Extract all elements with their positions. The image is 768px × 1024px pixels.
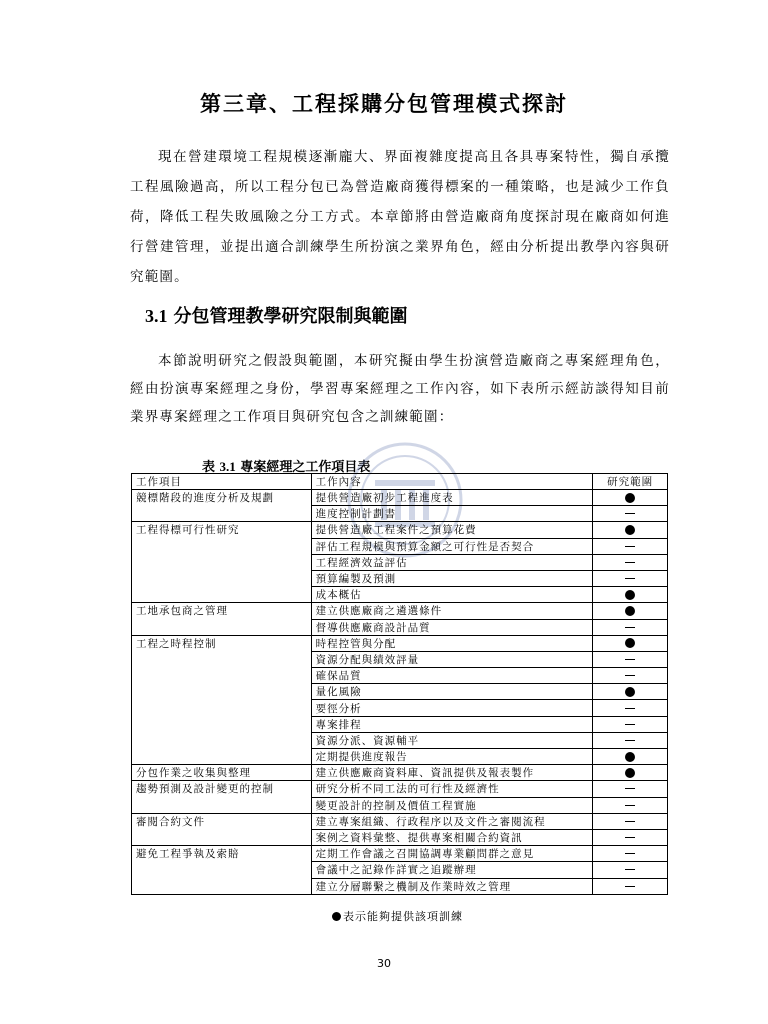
section-number: 3.1 bbox=[145, 306, 168, 326]
work-content-cell: 建立供應廠商資料庫、資訊提供及報表製作 bbox=[311, 765, 593, 781]
research-scope-cell bbox=[593, 554, 668, 570]
table-caption-number: 3.1 bbox=[219, 459, 236, 474]
chapter-title: 第三章、工程採購分包管理模式探討 bbox=[200, 91, 568, 116]
work-content-cell: 評估工程規模與預算金額之可行性是否契合 bbox=[311, 538, 593, 554]
dash-icon bbox=[625, 853, 635, 854]
dash-icon bbox=[625, 837, 635, 838]
work-content-cell: 專案排程 bbox=[311, 716, 593, 732]
filled-circle-icon bbox=[625, 590, 635, 600]
work-content-cell: 進度控制計劃書 bbox=[311, 506, 593, 522]
research-scope-cell bbox=[593, 716, 668, 732]
research-scope-cell bbox=[593, 878, 668, 894]
table-caption-prefix: 表 bbox=[202, 460, 216, 475]
dash-icon bbox=[625, 821, 635, 822]
work-content-cell: 定期提供進度報告 bbox=[311, 749, 593, 765]
research-scope-cell bbox=[593, 587, 668, 603]
dash-icon bbox=[625, 578, 635, 579]
filled-circle-icon bbox=[332, 912, 341, 921]
research-scope-cell bbox=[593, 765, 668, 781]
work-content-cell: 成本概估 bbox=[311, 587, 593, 603]
header-work-item: 工作項目 bbox=[132, 474, 312, 490]
work-content-cell: 案例之資料彙整、提供專案相關合約資訊 bbox=[311, 829, 593, 845]
filled-circle-icon bbox=[625, 638, 635, 648]
research-scope-cell bbox=[593, 635, 668, 651]
dash-icon bbox=[625, 869, 635, 870]
work-items-table bbox=[131, 473, 668, 895]
work-item-cell: 避免工程爭執及索賠 bbox=[132, 846, 312, 895]
section-paragraph: 本節說明研究之假設與範圍，本研究擬由學生扮演營造廠商之專案經理角色，經由扮演專案經理之身份，學習專案經理之工作內容，如下表所示經訪談得知目前業界專案經理之工作項目與研究包含之訓練範圍： bbox=[130, 353, 670, 425]
research-scope-cell bbox=[593, 749, 668, 765]
research-scope-cell bbox=[593, 490, 668, 506]
research-scope-cell bbox=[593, 668, 668, 684]
section-heading bbox=[145, 302, 408, 328]
research-scope-cell bbox=[593, 522, 668, 538]
table-row bbox=[132, 846, 668, 862]
dash-icon bbox=[625, 546, 635, 547]
dash-icon bbox=[625, 513, 635, 514]
work-content-cell: 工程經濟效益評估 bbox=[311, 554, 593, 570]
table-row bbox=[132, 765, 668, 781]
filled-circle-icon bbox=[625, 525, 635, 535]
table-row bbox=[132, 522, 668, 538]
research-scope-cell bbox=[593, 813, 668, 829]
research-scope-cell bbox=[593, 862, 668, 878]
work-content-cell: 時程控管與分配 bbox=[311, 635, 593, 651]
research-scope-cell bbox=[593, 846, 668, 862]
work-content-cell: 建立分層聯繫之機制及作業時效之管理 bbox=[311, 878, 593, 894]
table-row bbox=[132, 603, 668, 619]
table-row bbox=[132, 813, 668, 829]
research-scope-cell bbox=[593, 732, 668, 748]
table-row bbox=[132, 781, 668, 797]
work-item-cell: 工程之時程控制 bbox=[132, 635, 312, 765]
research-scope-cell bbox=[593, 797, 668, 813]
header-work-content: 工作內容 bbox=[311, 474, 593, 490]
dash-icon bbox=[625, 675, 635, 676]
research-scope-cell bbox=[593, 684, 668, 700]
page-number: 30 bbox=[377, 957, 391, 970]
work-content-cell: 預算編製及預測 bbox=[311, 570, 593, 586]
work-content-cell: 會議中之記錄作詳實之追蹤辦理 bbox=[311, 862, 593, 878]
work-content-cell: 提供營造廠初步工程進度表 bbox=[311, 490, 593, 506]
legend-text: 表示能夠提供該項訓練 bbox=[343, 910, 463, 923]
table-row bbox=[132, 490, 668, 506]
dash-icon bbox=[625, 788, 635, 789]
research-scope-cell bbox=[593, 619, 668, 635]
work-content-cell: 督導供應廠商設計品質 bbox=[311, 619, 593, 635]
filled-circle-icon bbox=[625, 752, 635, 762]
work-item-cell: 工地承包商之管理 bbox=[132, 603, 312, 635]
intro-paragraph: 現在營建環境工程規模逐漸龐大、界面複雜度提高且各具專案特性，獨自承攬工程風險過高，所以工程分包已為營造廠商獲得標案的一種策略，也是減少工作負荷，降低工程失敗風險之分工方式。本章節將由營造廠商角度探討現在廠商如何進行營建管理，並提出適合訓練學生所扮演之業界角色，經由分析提出教學內容與研究範圍。 bbox=[130, 149, 670, 285]
dash-icon bbox=[625, 805, 635, 806]
filled-circle-icon bbox=[625, 768, 635, 778]
dash-icon bbox=[625, 886, 635, 887]
table-body bbox=[132, 490, 668, 895]
work-content-cell: 建立專案組織、行政程序以及文件之審閱流程 bbox=[311, 813, 593, 829]
research-scope-cell bbox=[593, 781, 668, 797]
work-item-cell: 審閱合約文件 bbox=[132, 813, 312, 845]
work-content-cell: 建立供應廠商之遴選條件 bbox=[311, 603, 593, 619]
dash-icon bbox=[625, 724, 635, 725]
research-scope-cell bbox=[593, 570, 668, 586]
work-item-cell: 分包作業之收集與整理 bbox=[132, 765, 312, 781]
work-content-cell: 定期工作會議之召開協調專業顧問群之意見 bbox=[311, 846, 593, 862]
dash-icon bbox=[625, 562, 635, 563]
work-content-cell: 研究分析不同工法的可行性及經濟性 bbox=[311, 781, 593, 797]
dash-icon bbox=[625, 708, 635, 709]
filled-circle-icon bbox=[625, 687, 635, 697]
filled-circle-icon bbox=[625, 606, 635, 616]
work-content-cell: 量化風險 bbox=[311, 684, 593, 700]
research-scope-cell bbox=[593, 538, 668, 554]
work-content-cell: 要徑分析 bbox=[311, 700, 593, 716]
work-item-cell: 趨勢預測及設計變更的控制 bbox=[132, 781, 312, 813]
table-header-row bbox=[132, 474, 668, 490]
work-content-cell: 資源分派、資源輔平 bbox=[311, 732, 593, 748]
work-item-cell: 工程得標可行性研究 bbox=[132, 522, 312, 603]
work-content-cell: 確保品質 bbox=[311, 668, 593, 684]
work-content-cell: 變更設計的控制及價值工程實施 bbox=[311, 797, 593, 813]
work-item-cell: 競標階段的進度分析及規劃 bbox=[132, 490, 312, 522]
work-content-cell: 資源分配與績效評量 bbox=[311, 651, 593, 667]
table-legend bbox=[332, 908, 463, 924]
research-scope-cell bbox=[593, 829, 668, 845]
table-caption-title: 專案經理之工作項目表 bbox=[240, 460, 371, 475]
research-scope-cell bbox=[593, 603, 668, 619]
research-scope-cell bbox=[593, 506, 668, 522]
filled-circle-icon bbox=[625, 493, 635, 503]
research-scope-cell bbox=[593, 700, 668, 716]
section-title: 分包管理教學研究限制與範圍 bbox=[173, 306, 408, 327]
dash-icon bbox=[625, 740, 635, 741]
dash-icon bbox=[625, 659, 635, 660]
header-research-scope: 研究範圍 bbox=[593, 474, 668, 490]
research-scope-cell bbox=[593, 651, 668, 667]
dash-icon bbox=[625, 627, 635, 628]
table-row bbox=[132, 635, 668, 651]
work-content-cell: 提供營造廠工程案件之預算花費 bbox=[311, 522, 593, 538]
